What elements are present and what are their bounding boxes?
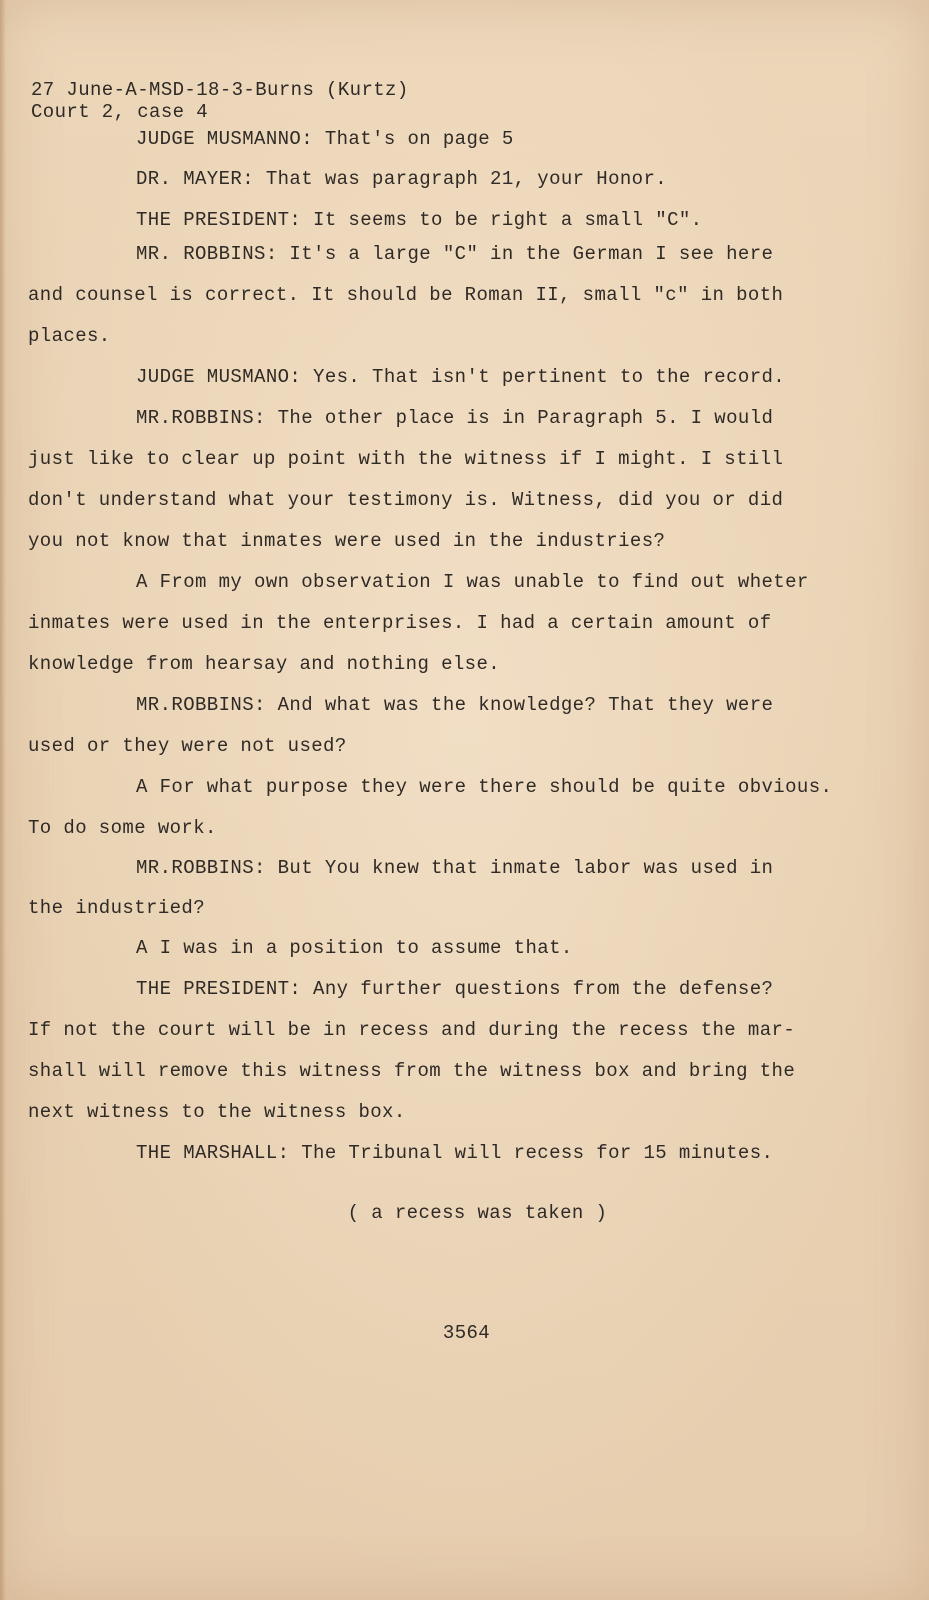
transcript-line: THE PRESIDENT: Any further questions from the defense? <box>136 978 774 1000</box>
transcript-line: shall will remove this witness from the witness box and bring the <box>28 1060 796 1082</box>
transcript-line: inmates were used in the enterprises. I had a certain amount of <box>28 612 772 634</box>
transcript-line: MR.ROBBINS: But You knew that inmate labor was used in <box>136 857 774 879</box>
transcript-line: MR. ROBBINS: It's a large "C" in the German I see here <box>136 243 774 265</box>
transcript-line: next witness to the witness box. <box>28 1101 406 1123</box>
transcript-line: just like to clear up point with the witness if I might. I still <box>28 448 784 470</box>
transcript-line: To do some work. <box>28 817 217 839</box>
transcript-line: THE PRESIDENT: It seems to be right a small "C". <box>136 209 703 231</box>
transcript-line: used or they were not used? <box>28 735 347 757</box>
transcript-line: MR.ROBBINS: And what was the knowledge? That they were <box>136 694 774 716</box>
transcript-line: DR. MAYER: That was paragraph 21, your Honor. <box>136 168 668 190</box>
transcript-line: If not the court will be in recess and during the recess the mar- <box>28 1019 796 1041</box>
page-edge-shadow <box>0 0 6 1600</box>
page-number: 3564 <box>442 1322 491 1344</box>
transcript-line: places. <box>28 325 111 347</box>
transcript-line: the industried? <box>28 897 206 919</box>
header-line-2: Court 2, case 4 <box>31 101 209 123</box>
transcript-line: JUDGE MUSMANO: Yes. That isn't pertinent to the record. <box>136 366 786 388</box>
transcript-line: JUDGE MUSMANNO: That's on page 5 <box>136 128 514 150</box>
header-line-1: 27 June-A-MSD-18-3-Burns (Kurtz) <box>31 79 409 101</box>
recess-note: ( a recess was taken ) <box>347 1202 608 1224</box>
transcript-line: knowledge from hearsay and nothing else. <box>28 653 501 675</box>
transcript-line: don't understand what your testimony is. Witness, did you or did <box>28 489 784 511</box>
transcript-line: A For what purpose they were there should be quite obvious. <box>136 776 833 798</box>
transcript-line: A From my own observation I was unable to find out wheter <box>136 571 809 593</box>
transcript-line: A I was in a position to assume that. <box>136 937 573 959</box>
transcript-line: MR.ROBBINS: The other place is in Paragraph 5. I would <box>136 407 774 429</box>
transcript-line: and counsel is correct. It should be Roman II, small "c" in both <box>28 284 784 306</box>
transcript-line: you not know that inmates were used in the industries? <box>28 530 666 552</box>
transcript-line: THE MARSHALL: The Tribunal will recess for 15 minutes. <box>136 1142 774 1164</box>
